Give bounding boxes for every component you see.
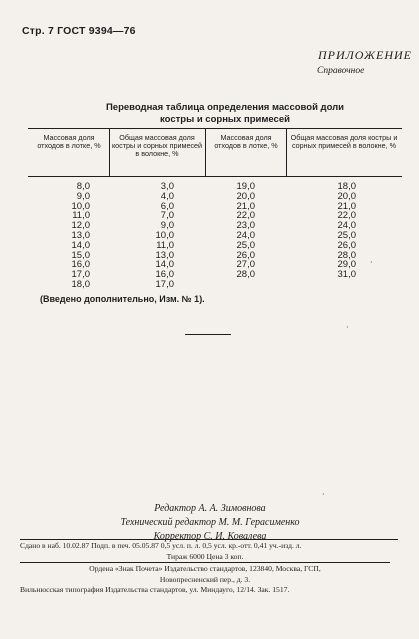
- table-cell: 27,0: [236, 259, 255, 271]
- table-cell: 7,0: [160, 210, 174, 222]
- table-cell: 4,0: [160, 190, 174, 202]
- proofreader-line: Корректор С. И. Ковалева: [153, 531, 267, 542]
- column-header-4: Общая массовая доля костры и сорных примесей в волокне, %: [290, 133, 398, 150]
- editor-line: Редактор А. А. Зимовнова: [154, 503, 266, 514]
- imprint-line-1: Сдано в наб. 10.02.87 Подп. в печ. 05.05.87 0,5 усл. п. л. 0,5 усл. кр.-отт. 0,41 уч.-изд. л.: [20, 541, 302, 550]
- column-header-2: Общая массовая доля костры и сорных примесей в волокне, %: [111, 133, 203, 158]
- editors-block: [60, 502, 360, 544]
- table-cell: 16,0: [155, 269, 174, 281]
- table-cell: 18,0: [71, 278, 90, 290]
- table-col-divider-1: [109, 128, 110, 176]
- column-1-values: [60, 182, 90, 290]
- table-title: [60, 102, 390, 126]
- table-cell: 16,0: [71, 259, 90, 271]
- table-cell: 19,0: [236, 181, 255, 192]
- table-cell: 15,0: [71, 249, 90, 261]
- amendment-note: (Введено дополнительно, Изм. № 1).: [40, 294, 205, 304]
- table-cell: 11,0: [156, 239, 174, 251]
- appendix-title: ПРИЛОЖЕНИЕ: [318, 48, 412, 62]
- imprint-block: [20, 541, 390, 596]
- table-cell: 6,0: [160, 200, 174, 212]
- table-cell: 26,0: [236, 249, 255, 261]
- table-cell: 28,0: [337, 249, 356, 261]
- table-cell: 13,0: [71, 229, 90, 241]
- table-cell: 18,0: [337, 181, 356, 192]
- table-cell: 22,0: [236, 210, 255, 222]
- table-cell: 28,0: [236, 269, 255, 281]
- table-cell: 24,0: [337, 220, 356, 232]
- table-cell: 14,0: [71, 239, 90, 251]
- imprint-line-5: Вильнюсская типография Издательства стандартов, ул. Миндауго, 12/14. Зак. 1517.: [20, 585, 290, 594]
- table-cell: 23,0: [236, 220, 255, 232]
- scan-speck: ·: [346, 323, 349, 332]
- table-cell: 13,0: [155, 249, 174, 261]
- scan-speck: ·: [370, 258, 373, 267]
- table-cell: 17,0: [155, 278, 174, 290]
- section-divider: [185, 334, 231, 335]
- table-cell: 21,0: [337, 200, 356, 212]
- imprint-line-2: Тираж 6000 Цена 3 коп.: [166, 551, 244, 561]
- column-header-1: Массовая доля отходов в лотке, %: [37, 133, 101, 150]
- table-cell: 21,0: [236, 200, 255, 212]
- imprint-top-rule: [20, 539, 398, 540]
- table-cell: 17,0: [71, 269, 90, 281]
- column-3-values: [225, 182, 255, 280]
- table-cell: 10,0: [155, 229, 174, 241]
- table-cell: 3,0: [160, 181, 174, 192]
- page-header: Стр. 7 ГОСТ 9394—76: [22, 25, 136, 37]
- table-cell: 24,0: [236, 229, 255, 241]
- table-cell: 22,0: [337, 210, 356, 222]
- imprint-line-4: Новопресненский пер., д. 3.: [159, 574, 251, 584]
- table-cell: 9,0: [160, 220, 174, 232]
- table-title-line-2: костры и сорных примесей: [160, 114, 290, 125]
- table-cell: 20,0: [337, 190, 356, 202]
- table-cell: 29,0: [337, 259, 356, 271]
- table-cell: 25,0: [337, 229, 356, 241]
- table-header-rule: [28, 176, 402, 177]
- table-cell: 8,0: [76, 181, 90, 192]
- table-cell: 31,0: [337, 269, 356, 281]
- table-cell: 10,0: [71, 200, 90, 212]
- table-cell: 25,0: [236, 239, 255, 251]
- table-col-divider-3: [286, 128, 287, 176]
- table-cell: 14,0: [155, 259, 174, 271]
- table-cell: 26,0: [337, 239, 356, 251]
- column-2-values: [144, 182, 174, 290]
- column-header-3: Массовая доля отходов в лотке, %: [214, 133, 278, 150]
- tech-editor-line: Технический редактор М. М. Герасименко: [120, 517, 300, 528]
- table-cell: 9,0: [76, 190, 90, 202]
- imprint-line-3: Ордена «Знак Почета» Издательство стандартов, 123840, Москва, ГСП,: [20, 562, 390, 575]
- table-col-divider-2: [205, 128, 206, 176]
- table-cell: 12,0: [71, 220, 90, 232]
- column-4-values: [326, 182, 356, 280]
- table-cell: 20,0: [236, 190, 255, 202]
- table-title-line-1: Переводная таблица определения массовой доли: [105, 102, 345, 113]
- table-cell: 11,0: [72, 210, 90, 222]
- scan-speck: ·: [322, 490, 325, 499]
- table-top-rule: [28, 128, 402, 129]
- appendix-subtitle: Справочное: [317, 66, 365, 76]
